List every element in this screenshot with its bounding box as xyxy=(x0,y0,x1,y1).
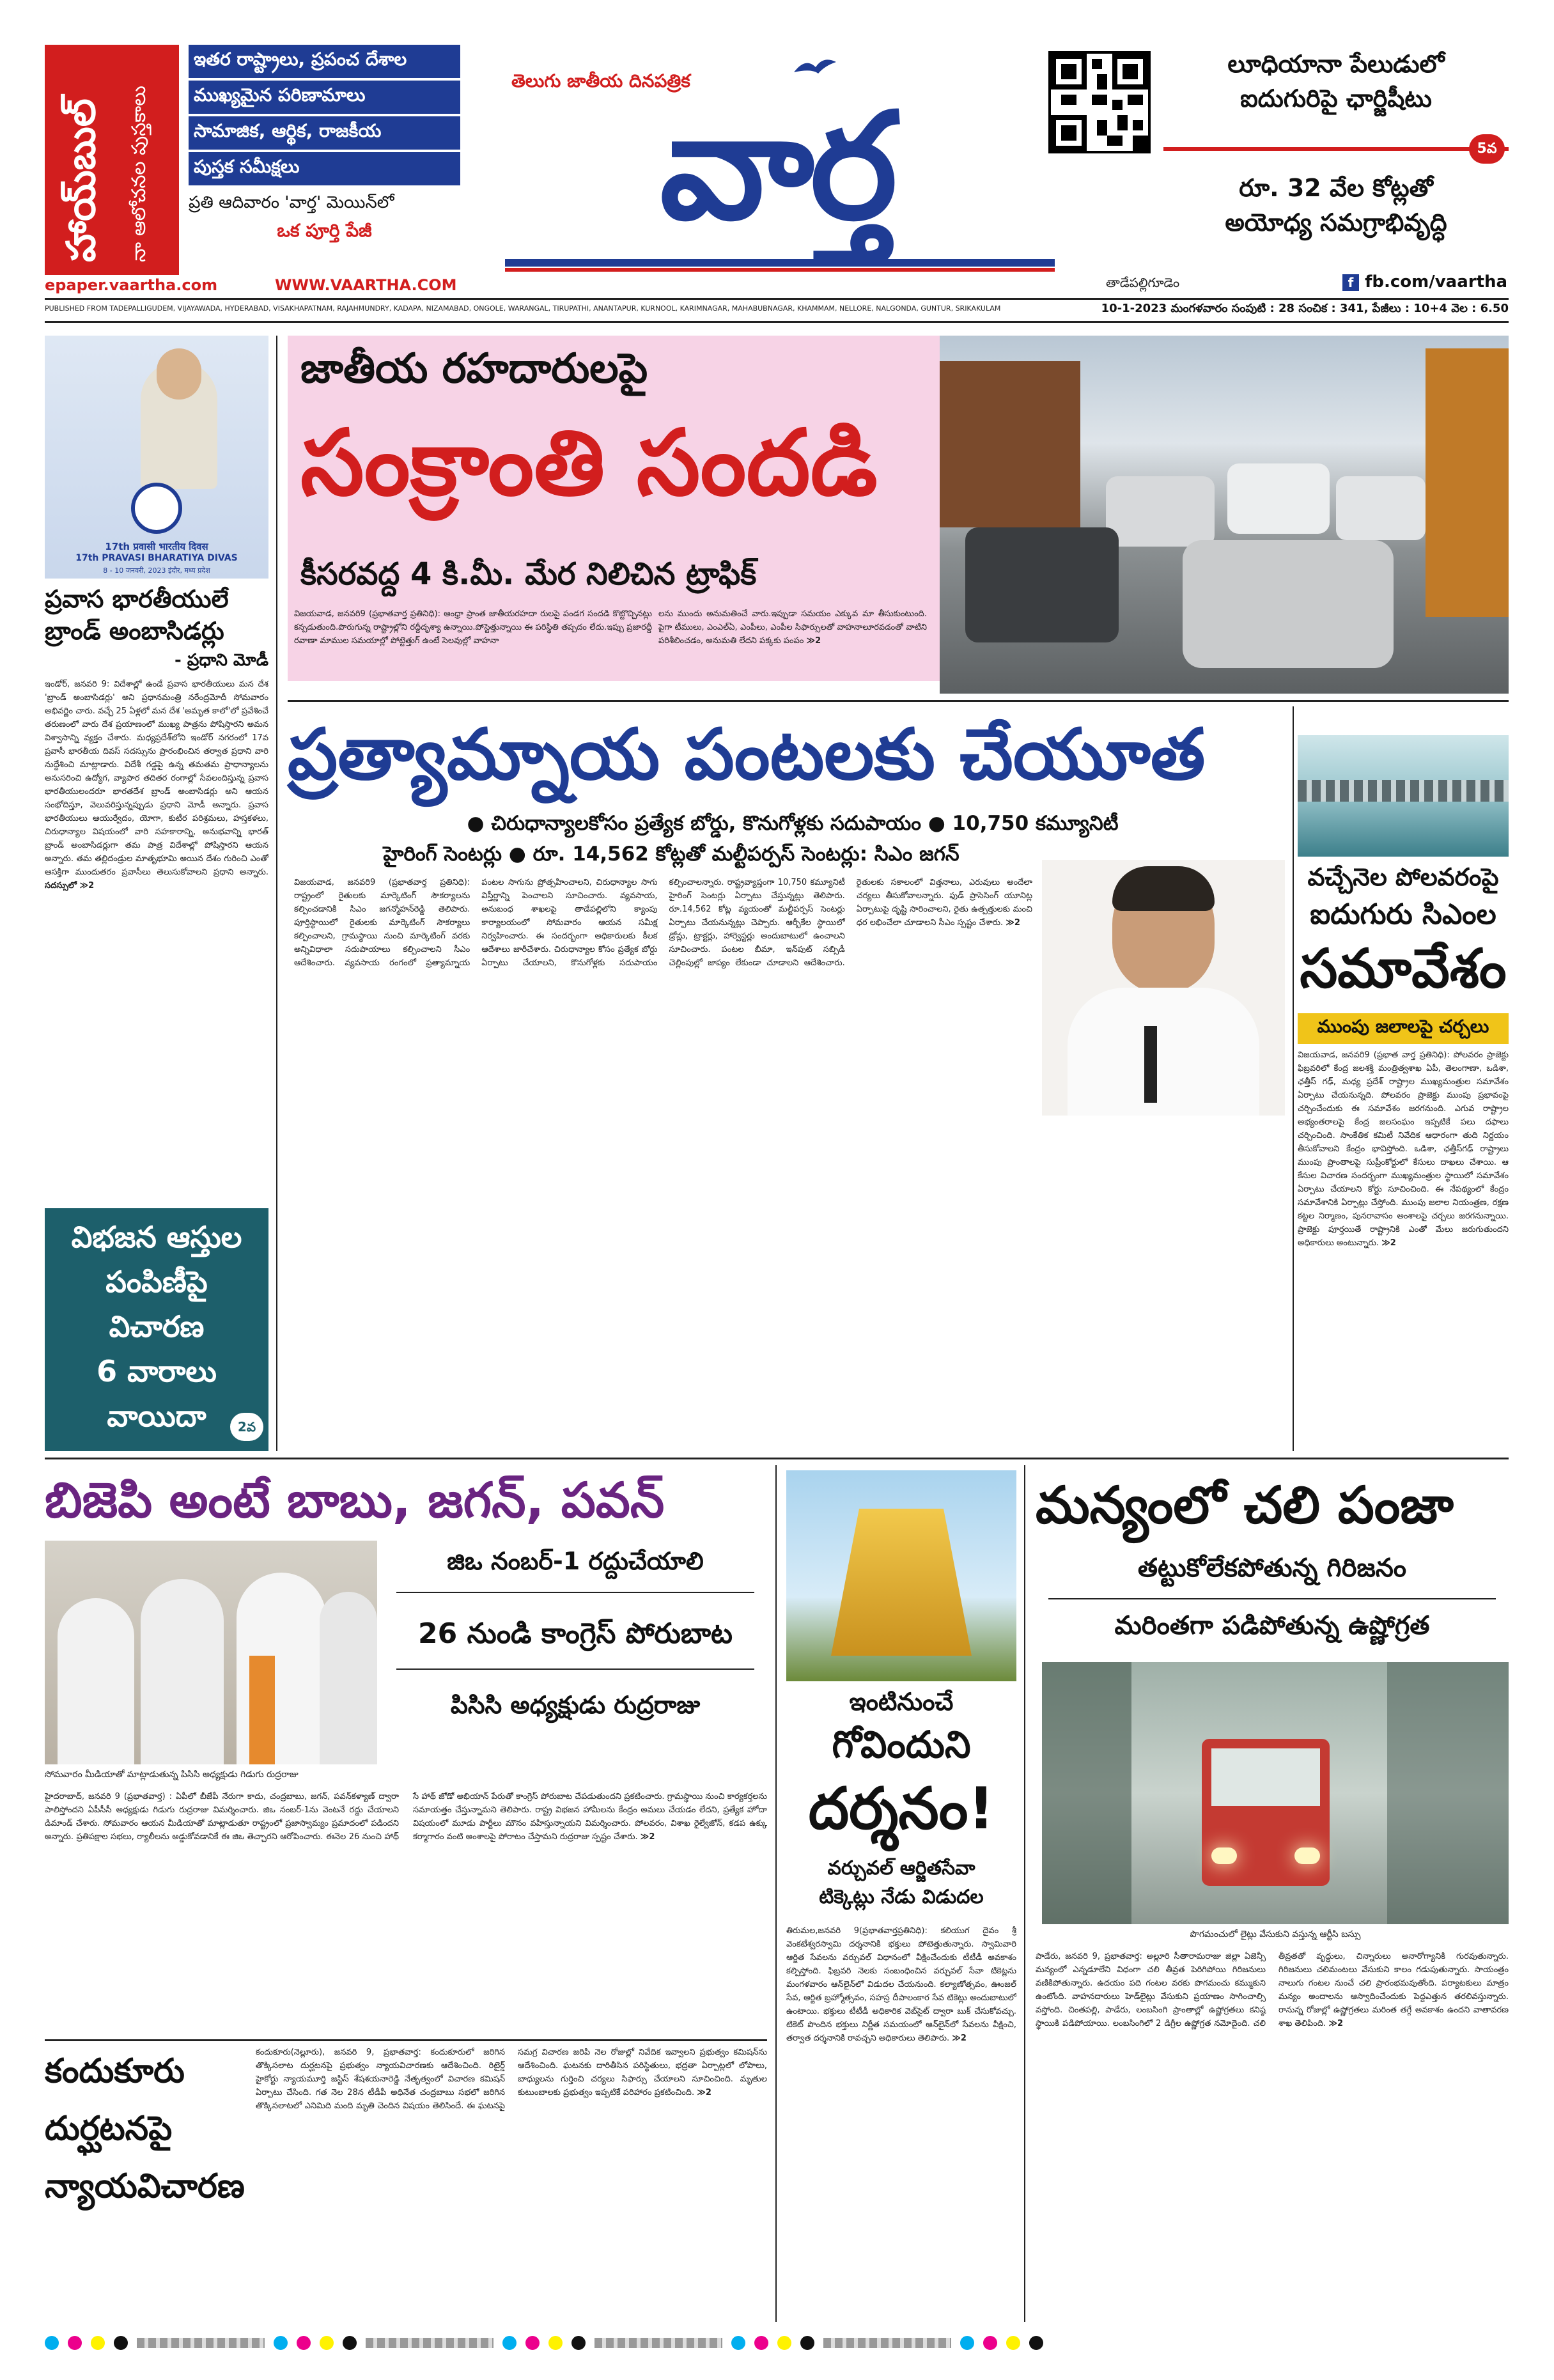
promo-page: ఒక పూర్తి పేజీ xyxy=(277,220,372,241)
promo-sunday: ప్రతి ఆదివారం 'వార్త' మెయిన్‌లో xyxy=(189,193,394,212)
jagan-body xyxy=(1068,988,1259,1116)
edition-place: తాడేపల్లిగూడెం xyxy=(1106,275,1180,290)
vibhajana-page-badge: 2వ xyxy=(230,1413,263,1441)
cold-sub1: తట్టుకోలేకపోతున్న గిరిజనం xyxy=(1137,1553,1407,1583)
promo-line: పుస్తక సమీక్షలు xyxy=(189,152,460,185)
modi-head xyxy=(157,348,201,400)
millets-body xyxy=(294,876,1032,1438)
modi-headline-2: బ్రాండ్ అంబాసిడర్లు xyxy=(45,617,224,645)
kandukur-line1: కందుకూరు xyxy=(45,2052,185,2090)
masthead-rule xyxy=(45,298,1509,300)
cold-continued[interactable]: ≫2 xyxy=(1328,2019,1343,2028)
qr-code xyxy=(1048,51,1151,153)
published-from: PUBLISHED FROM TADEPALLIGUDEM, VIJAYAWADA, HYDERABAD, VISAKHAPATNAM, RAJAHMUNDRY, KADAPA, NIZAMABAD, ONGOLE, WARANGAL, TIRUPATHI, ANANTAPUR, KURNOOL, KARIMNAGAR, MAHABUBNAGAR, KHAMMAM, NELLORE, NALGONDA, GUNTUR, SRIKAKULAM xyxy=(45,304,1001,313)
modi-headline-1: ప్రవాస భారతీయులే xyxy=(45,585,229,613)
millets-bullets-1: ● చిరుధాన్యాలకోసం ప్రత్యేక బోర్డు, కొనుగోళ్లకు సదుపాయం ● 10,750 కమ్యూనిటీ xyxy=(467,812,1119,835)
person-4 xyxy=(320,1592,377,1764)
govinda-sub2: టిక్కెట్లు నేడు విడుదల xyxy=(819,1886,984,1908)
pbd-logo xyxy=(131,483,182,534)
tree-left xyxy=(1042,1662,1131,1924)
reg-dot xyxy=(548,2336,563,2350)
vibhajana-line5: వాయిదా xyxy=(107,1399,206,1433)
bjp-sub2: 26 నుండి కాంగ్రెస్ పోరుబాట xyxy=(418,1617,733,1650)
jagan-photo xyxy=(1042,860,1285,1116)
polavaram-line1: వచ్చేనెల పోలవరంపై xyxy=(1307,863,1499,891)
sankranti-col2-text: లను ముందు అనుమతించే వారు.ఇప్పుడా సమయం ఎక్కువ మా తీసుకుంటుంది. పైగా టీములు, ఎంఎల్ఏ, ఎంపీలు, ఎంపీల సిఫార్సులతో వాహనాలూరవడంతో వాటిని పరిశీలించడం, అనుమతి లేదని పక్కకు పంపం xyxy=(658,609,927,646)
temple-gopuram xyxy=(831,1509,972,1656)
epaper-url[interactable]: epaper.vaartha.com xyxy=(45,276,218,294)
bus-windshield xyxy=(1211,1748,1320,1806)
bus-headlight-left xyxy=(1211,1847,1237,1864)
vibhajana-line3: విచారణ xyxy=(109,1309,205,1344)
govinda-sub1: వర్చువల్ ఆర్జితసేవా xyxy=(827,1857,975,1879)
date-line: 10-1-2023 మంగళవారం సంపుటి : 28 సంచిక : 341, పేజీలు : 10+4 వెల : 6.50 xyxy=(1101,302,1509,315)
govinda-body-text: తిరుమల,జనవరి 9(ప్రభాతవార్తప్రతినిధి): కలియుగ దైవం శ్రీ వెంకటేశ్వరస్వామి దర్శనానికి భక్తులు పోటెత్తుతున్నారు. స్వామివారి ఆర్జిత సేవలను వర్చువల్ విధానంలో వీక్షించేందుకు టీటీడీ అవకాశం కల్పిస్తోంది. ఫిబ్రవరి నెలకు సంబంధించిన వర్చువల్ సేవా టికెట్లను మంగళవారం ఆన్‌లైన్‌లో విడుదల చేయనుంది. కల్యాణోత్సవం, ఊంజల్ సేవ, ఆర్జిత బ్రహ్మోత్సవం, సహస్ర దీపాలంకార సేవ టికెట్లు అందుబాటులో ఉంటాయి. భక్తులు టీటీడీ అధికారిక వెబ్‌సైట్ ద్వారా బుక్ చేసుకోవచ్చు. టికెట్ పొందిన భక్తులు నిర్ణీత సమయంలో ఆన్‌లైన్‌లో సేవలను వీక్షించి, తర్వాత దర్శనానికి రావచ్చని అధికారులు తెలిపారు. xyxy=(786,1926,1016,2043)
teaser1-line2: ఐదుగురిపై ఛార్జిషీటు xyxy=(1240,84,1432,113)
reg-dot xyxy=(68,2336,82,2350)
reg-dot xyxy=(1029,2336,1043,2350)
govinda-line2: దర్శనం! xyxy=(808,1775,995,1842)
bjp-sub3: పిసిసి అధ్యక్షుడు రుద్రరాజు xyxy=(450,1691,701,1719)
promo-box xyxy=(45,45,460,275)
reg-dot xyxy=(297,2336,311,2350)
cold-headline: మన్యంలో చలి పంజా xyxy=(1036,1475,1454,1535)
fog-bus-photo xyxy=(1042,1662,1509,1924)
middle-rule xyxy=(45,1458,1509,1459)
kandukur-line3: న్యాయవిచారణ xyxy=(45,2167,245,2205)
scarf xyxy=(249,1656,275,1764)
pbd-banner3: 8 - 10 जनवरी, 2023 इंदौर, मध्य प्रदेश xyxy=(103,566,210,575)
modi-body-text: ఇండోర్, జనవరి 9: విదేశాల్లో ఉండే ప్రవాస భారతీయులు మన దేశ 'బ్రాండ్ అంబాసిడర్లు' అని ప్రధానమంత్రి నరేంద్రమోదీ సోమవారం అభివర్ణిం చారు. వచ్చే 25 ఏళ్లలో మన దేశ 'అమృత కాలో'లో ప్రవేశించే తరుణంలో వారు దేశ ప్రయాణంలో ముఖ్య పాత్రను పోషిస్తారని అమన విశ్వాసాన్ని వ్యక్తం చేశారు. మధ్యప్రదేశ్‌లోని ఇండోర్ నగరంలో 17వ ప్రవాసీ భారతీయ దివస్ సదస్సును ప్రారంభించిన తర్వాత ప్రధాని వారి నుద్దేశించి మాట్లాడారు. విదేశీ గడ్డపై ఉన్న తమతమ ప్రాధాన్యాలను అనుసరించి ఉద్యోగ, వ్యాపార తదితర రంగాల్లో సేవలందిస్తున్న ప్రవాస భారతీయులందరూ భారతదేశ బ్రాండ్ అంబాసిడర్లు అని ఆయన సంభోదిస్తూ, వెలువరిస్తున్నప్పుడు ప్రధాని మోడీ అన్నారు. ప్రవాస భారతీయులు ఆయుర్వేదం, యోగా, కుటీర పరిశ్రమలు, హస్తకళలు, చిరుధాన్యాల విషయంలో వారి సహకారాన్ని, అనుభవాన్ని భారత్ బ్రాండ్ అంబాసిడర్లుగా తమ పాత్ర విదేశాల్లో పోషిస్తారని ఆయన అన్నారు. తమ తల్లిదండ్రుల మాతృభూమి అయిన దేశం గురించి ఎంతో ఆసక్తిగా ముందుతరం ప్రవాసీలు తెలుసుకోవాలని ప్రధాని అన్నారు. xyxy=(45,680,268,877)
teaser-box[interactable] xyxy=(1163,45,1509,256)
kandukur-body-text: కందుకూరు(నెల్లూరు), జనవరి 9, ప్రభాతవార్త: కందుకూరులో జరిగిన తొక్కిసలాట దుర్ఘటనపై ప్రభుత్వం న్యాయవిచారణకు ఆదేశించింది. రిటైర్డ్ హైకోర్టు న్యాయమూర్తి జస్టిస్ శేషశయనారెడ్డి నేతృత్వంలో విచారణ కమిషన్ ఏర్పాటు చేసింది. గత నెల 28న టీడీపీ అధినేత చంద్రబాబు సభలో జరిగిన తొక్కిసలాటలో ఎనిమిది మంది మృతి చెందిన విషయం తెలిసిందే. ఈ ఘటనపై సమగ్ర విచారణ జరిపి నెల రోజుల్లో నివేదిక ఇవ్వాలని ప్రభుత్వం కమిషన్‌ను ఆదేశించింది. ఘటనకు దారితీసిన పరిస్థితులు, భద్రతా ఏర్పాట్లలో లోపాలు, బాధ్యులను గుర్తించి చర్యలు సిఫార్సు చేయాలని సూచించింది. మృతుల కుటుంబాలకు ప్రభుత్వం ఇప్పటికే పరిహారం ప్రకటించింది. xyxy=(256,2048,767,2111)
govinda-continued[interactable]: ≫2 xyxy=(952,2034,967,2043)
reg-dot xyxy=(320,2336,334,2350)
kandukur-rule xyxy=(45,2039,767,2041)
polavaram-photo xyxy=(1298,735,1509,857)
bjp-right-rule xyxy=(775,1465,777,2322)
car-5 xyxy=(965,527,1119,642)
polavaram-line3: సమావేశం xyxy=(1300,937,1507,1000)
bjp-sub-rule-1 xyxy=(396,1592,754,1593)
masthead-tagline: తెలుగు జాతీయ దినపత్రిక xyxy=(511,70,690,91)
bjp-body-text: హైదరాబాద్, జనవరి 9 (ప్రభాతవార్త) : ఏపీలో బీజేపీ నేరుగా కాదు, చంద్రబాబు, జగన్, పవన్‌కళ్యాణ్ ద్వారా పాలిస్తోందని ఏపీసీసీ అధ్యక్షుడు గిడుగు రుద్రరాజు విమర్శించారు. జిఒ నంబర్-1ను వెంటనే రద్దు చేయాలని డిమాండ్ చేశారు. సోమవారం ఆయన మీడియాతో మాట్లాడుతూ రాష్ట్రంలో ప్రజాస్వామ్యం ప్రమాదంలో పడిందని అన్నారు. ప్రతిపక్షాల సభలు, ర్యాలీలను అడ్డుకోవడానికే ఈ జిఒ తెచ్చారని ఆరోపించారు. ఈనెల 26 నుంచి హాథ్ సే హాథ్ జోడో అభియాన్ పేరుతో కాంగ్రెస్ పోరుబాట చేపడుతుందని ప్రకటించారు. గ్రామస్థాయి నుంచి కార్యకర్తలను సమాయత్తం చేస్తున్నామని తెలిపారు. రాష్ట్ర విభజన హామీలను కేంద్రం అమలు చేయడం లేదని, ప్రత్యేక హోదా విషయంలో మూడు పార్టీలు మౌనం వహిస్తున్నాయని విమర్శించారు. పోలవరం, విశాఖ రైల్వేజోన్, కడప ఉక్కు కర్మాగారం వంటి అంశాలపై పోరాటం చేస్తామని రుద్రరాజు స్పష్టం చేశారు. xyxy=(45,1792,767,1842)
date-rule xyxy=(45,321,1509,323)
car-4 xyxy=(1336,476,1426,540)
cold-sub2: మరింతగా పడిపోతున్న ఉష్ణోగ్రత xyxy=(1114,1611,1430,1640)
reg-dot xyxy=(754,2336,768,2350)
sankranti-sub: కీసరవద్ద 4 కి.మీ. మేర నిలిచిన ట్రాఫిక్ xyxy=(300,556,757,592)
tree-right xyxy=(1387,1662,1509,1924)
vibhajana-box[interactable] xyxy=(45,1208,268,1451)
facebook-icon: f xyxy=(1342,274,1359,291)
cold-body xyxy=(1036,1950,1509,2314)
kandukur-body xyxy=(256,2046,767,2314)
millets-bullets-2: హైరింగ్ సెంటర్లు ● రూ. 14,562 కోట్లతో మల్టీపర్పస్ సెంటర్లు: సిఎం జగన్ xyxy=(383,843,960,866)
promo-line: సామాజిక, ఆర్థిక, రాజకీయ xyxy=(189,116,460,150)
teaser-divider xyxy=(1163,147,1509,151)
reg-dot xyxy=(114,2336,128,2350)
facebook-url: fb.com/vaartha xyxy=(1365,272,1508,292)
bjp-body xyxy=(45,1790,767,2033)
masthead-underline xyxy=(505,259,1055,267)
car-1 xyxy=(1106,476,1215,547)
masthead-logo: వార్త xyxy=(660,80,894,253)
reg-bar xyxy=(594,2338,722,2348)
bird-icon xyxy=(793,54,837,80)
promo-vertical-sub: నా ఆలోచనల పుస్తకాలు xyxy=(128,86,150,262)
bjp-caption: సోమవారం మీడియాతో మాట్లాడుతున్న పిసిసి అధ్యక్షుడు గిడుగు రుద్రరాజు xyxy=(45,1769,299,1780)
sankranti-col1 xyxy=(294,607,652,678)
cold-caption: పొగమంచులో లైట్లు వేసుకుని వస్తున్న ఆర్టీసి బస్సు xyxy=(1190,1929,1361,1940)
sankranti-continued[interactable]: ≫2 xyxy=(806,636,821,646)
promo-line: ముఖ్యమైన పరిణామాలు xyxy=(189,81,460,114)
person-2 xyxy=(141,1579,224,1764)
truck-left xyxy=(940,361,1080,527)
website-url[interactable]: WWW.VAARTHA.COM xyxy=(275,276,457,294)
sankranti-col1-text: విజయవాడ, జనవరి9 (ప్రభాతవార్త ప్రతినిధి): ఆంధ్రా ప్రాంత జాతీయరహదా రులపై పండగ సందడి కొట్టొచ్చినట్లు కన్పడుతుంది.పొరుగున్న రాష్ట్రాల్లోని రద్దీదృశ్యా ఉన్నాయి.పోస్టెత్తున్నాయి ఈ పరిస్థితి తప్పదం లేదు.ఇప్పు ప్రజారద్దీ రవాణా మాముల సమయాల్లో పోట్టెత్తుగ్ ఉంటే సెలవుల్లో వాహనా xyxy=(294,609,652,646)
car-2 xyxy=(1227,463,1330,534)
promo-lines xyxy=(189,45,460,245)
bjp-sub-rule-2 xyxy=(396,1668,754,1670)
reg-dot xyxy=(731,2336,745,2350)
microphone xyxy=(1144,1026,1157,1103)
rudraraju-photo xyxy=(45,1541,377,1764)
temple-photo xyxy=(786,1470,1016,1681)
reg-dot xyxy=(91,2336,105,2350)
polavaram-continued[interactable]: ≫2 xyxy=(1381,1238,1396,1248)
sankranti-col2 xyxy=(658,607,927,678)
polavaram-body xyxy=(1298,1048,1509,1445)
bus-headlight-right xyxy=(1294,1847,1320,1864)
reg-dot xyxy=(274,2336,288,2350)
modi-photo xyxy=(45,336,268,579)
polavaram-body-text: విజయవాడ, జనవరి9 (ప్రభాత వార్త ప్రతినిధి): పోలవరం ప్రాజెక్టు ఫిబ్రవరిలో కేంద్ర జలశక్తి మంత్రిత్వశాఖ ఏపీ, తెలంగాణా, ఒడిశా, ఛత్తీస్ గఢ్, మధ్య ప్రదేశ్ రాష్ట్రాల ముఖ్యమంత్రుల సమావేశం ఏర్పాటు చేయనున్నది. పోలవరం ప్రాజెక్టు ముంపు ప్రభావంపై చర్చించేందుకు ఈ సమావేశం జరగనుంది. ఎగువ రాష్ట్రాల అభ్యంతరాలపై కేంద్ర జలసంఘం ఇప్పటికే పలు దఫాలు చర్చించింది. సాంకేతిక కమిటీ నివేదిక ఆధారంగా తుది నిర్ణయం తీసుకోవాలని కేంద్రం భావిస్తోంది. ఒడిశా, ఛత్తీస్‌గఢ్ రాష్ట్రాలు ముంపు ప్రాంతాలపై సుప్రీంకోర్టులో కేసులు దాఖలు చేశాయి. ఆ కేసుల విచారణ సందర్భంగా ముఖ్యమంత్రుల స్థాయిలో సమావేశం ఏర్పాటు చేయాలని కోర్టు సూచించింది. ఈ నేపథ్యంలో కేంద్రం సమావేశానికి ఏర్పాట్లు చేస్తోంది. ముంపు జలాల నియంత్రణ, రక్షణ కట్టల నిర్మాణం, పునరావాసం అంశాలపై చర్చలు జరగనున్నాయి. ప్రాజెక్టు పూర్తయితే రాష్ట్రానికి ఎంతో మేలు జరుగుతుందని అధికారులు అంటున్నారు. xyxy=(1298,1050,1509,1248)
print-registration-strip xyxy=(45,2333,1509,2353)
millets-continued[interactable]: ≫2 xyxy=(1006,918,1020,928)
jagan-hair xyxy=(1112,866,1215,911)
teaser2-line1: రూ. 32 వేల కోట్లతో xyxy=(1239,174,1433,202)
left-col-rule xyxy=(276,336,277,1451)
teaser2-line2: అయోధ్య సమగ్రాభివృద్ధి xyxy=(1225,208,1447,237)
govinda-kicker: ఇంటినుంచే xyxy=(849,1688,954,1716)
polavaram-line2: ఐదుగురు సిఎంల xyxy=(1310,898,1496,931)
reg-dot xyxy=(800,2336,814,2350)
bjp-sub1: జిఒ నంబర్-1 రద్దుచేయాలి xyxy=(447,1547,704,1575)
polavaram-sub: ముంపు జలాలపై చర్చలు xyxy=(1298,1013,1509,1044)
car-3 xyxy=(1183,540,1394,668)
teaser1-line1: లూధియానా పేలుడులో xyxy=(1227,50,1445,78)
vibhajana-line4: 6 వారాలు xyxy=(97,1354,217,1388)
millets-right-rule xyxy=(1293,706,1294,1451)
reg-dot xyxy=(960,2336,974,2350)
dam-structure xyxy=(1298,780,1509,802)
reg-bar xyxy=(137,2338,265,2348)
person-1 xyxy=(58,1598,134,1764)
pbd-banner2: 17th PRAVASI BHARATIYA DIVAS xyxy=(75,553,238,563)
reg-dot xyxy=(525,2336,540,2350)
govinda-line1: గోవిందుని xyxy=(832,1723,971,1766)
reg-dot xyxy=(45,2336,59,2350)
bjp-continued[interactable]: ≫2 xyxy=(640,1832,655,1842)
govinda-right-rule xyxy=(1024,1465,1025,2322)
kandukur-line2: దుర్ఘటనపై xyxy=(45,2110,173,2148)
teaser1-page-badge: 5వ xyxy=(1469,134,1505,164)
sankranti-headline: సంక్రాంతి సందడి xyxy=(300,410,878,516)
modi-continued[interactable]: సదస్సులో ≫2 xyxy=(45,881,95,891)
millets-body-right xyxy=(1042,1119,1285,1438)
promo-line: ఇతర రాష్ట్రాలు, ప్రపంచ దేశాల xyxy=(189,45,460,78)
govinda-body xyxy=(786,1924,1016,2314)
reg-dot xyxy=(343,2336,357,2350)
vibhajana-line1: విభజన ఆస్తుల xyxy=(71,1220,242,1254)
bjp-headline: బిజెపి అంటే బాబు, జగన్, పవన్ xyxy=(45,1472,665,1528)
millets-headline: ప్రత్యామ్నాయ పంటలకు చేయూత xyxy=(288,713,1206,795)
sankranti-bottom-rule xyxy=(288,700,1509,702)
reg-bar xyxy=(366,2338,493,2348)
sankranti-kicker: జాతీయ రహదారులపై xyxy=(300,345,648,393)
modi-body xyxy=(45,678,268,1215)
modi-attribution: - ప్రధాని మోడీ xyxy=(175,651,268,670)
truck-right xyxy=(1426,348,1509,617)
vibhajana-line2: పంపిణీపై xyxy=(105,1264,208,1299)
millets-body-text: విజయవాడ, జనవరి9 (ప్రభాతవార్త ప్రతినిధి): రాష్ట్రంలో రైతులకు మార్కెటింగ్ సౌకర్యాలను కల్పించడానికి సిఎం జగన్మోహన్‌రెడ్డి తెలిపారు. పూర్తిస్థాయిలో రైతులకు మార్కెటింగ్ సౌకర్యాలు కల్పించాలని, గ్రామస్థాయి నుంచి మార్కెటింగ్ వరకు అన్నివిధాలా సదుపాయాలు కల్పించాలని సీఎం ఆదేశించారు. వ్యవసాయ రంగంలో ప్రత్యామ్నాయ పంటల సాగును ప్రోత్సహించాలని, చిరుధాన్యాల సాగు విస్తీర్ణాన్ని పెంచాలని సూచించారు. వ్యవసాయ, అనుబంధ శాఖలపై తాడేపల్లిలోని క్యాంపు కార్యాలయంలో సోమవారం ఆయన సమీక్ష నిర్వహించారు. ఈ సందర్భంగా అధికారులకు కీలక ఆదేశాలు జారీచేశారు. చిరుధాన్యాల కోసం ప్రత్యేక బోర్డు ఏర్పాటు చేయాలని, కొనుగోళ్లకు సదుపాయం కల్పించాలన్నారు. రాష్ట్రవ్యాప్తంగా 10,750 కమ్యూనిటీ హైరింగ్ సెంటర్లు ఏర్పాటు చేస్తున్నట్లు తెలిపారు. రూ.14,562 కోట్ల వ్యయంతో మల్టీపర్పస్ సెంటర్లు ఏర్పాటు చేయనున్నట్లు చెప్పారు. ఆర్బీకేల స్థాయిలో డ్రోన్లు, ట్రాక్టర్లు, హార్వెస్టర్లు అందుబాటులో ఉంచాలని సూచించారు. పంటల బీమా, ఇన్‌పుట్ సబ్సిడీ చెల్లింపుల్లో జాప్యం లేకుండా చూడాలని ఆదేశించారు. రైతులకు సకాలంలో విత్తనాలు, ఎరువులు అందేలా చర్యలు తీసుకోవాలన్నారు. ఫుడ్ ప్రాసెసింగ్ యూనిట్ల ఏర్పాటుపై దృష్టి సారించాలని, రైతు ఉత్పత్తులకు మంచి ధర లభించేలా చూడాలని సీఎం స్పష్టం చేశారు. xyxy=(294,878,1032,968)
reg-dot xyxy=(1006,2336,1020,2350)
pbd-banner1: 17th प्रवासी भारतीय दिवस xyxy=(105,541,208,552)
reg-dot xyxy=(571,2336,586,2350)
traffic-photo xyxy=(940,336,1509,694)
promo-vertical-title: హాయ్‌బుల్ xyxy=(58,98,104,262)
reg-bar xyxy=(823,2338,951,2348)
reg-dot xyxy=(502,2336,517,2350)
facebook-link[interactable] xyxy=(1342,272,1507,292)
masthead-underline-red xyxy=(505,268,1055,272)
cold-sub-rule xyxy=(1048,1598,1496,1599)
kandukur-continued[interactable]: ≫2 xyxy=(697,2088,711,2097)
reg-dot xyxy=(983,2336,997,2350)
reg-dot xyxy=(777,2336,791,2350)
cold-body-text: పాడేరు, జనవరి 9, ప్రభాతవార్త: అల్లూరి సీతారామరాజు జిల్లా ఏజెన్సీ మన్యంలో ఎన్నడూలేని విధంగా చలి తీవ్రత పెరిగిపోయి గిరిజనులు వణికిపోతున్నారు. ఉదయం పది గంటల వరకు పొగమంచు కమ్ముకుని ఉంటోంది. వాహనదారులు హెడ్‌లైట్లు వేసుకుని ప్రయాణం సాగించాల్సి వస్తోంది. చింతపల్లి, పాడేరు, లంబసింగి ప్రాంతాల్లో ఉష్ణోగ్రతలు కనిష్ఠ స్థాయికి పడిపోయాయి. లంబసింగిలో 2 డిగ్రీల ఉష్ణోగ్రత నమోదైంది. చలి తీవ్రతతో వృద్ధులు, చిన్నారులు అనారోగ్యానికి గురవుతున్నారు. గిరిజనులు చలిమంటలు వేసుకుని కాలం గడుపుతున్నారు. సాయంత్రం నాలుగు గంటల నుంచే చలి ప్రారంభమవుతోంది. పర్యాటకులు మాత్రం మన్యం అందాలను ఆస్వాదించేందుకు పెద్దఎత్తున తరలివస్తున్నారు. రానున్న రోజుల్లో ఉష్ణోగ్రతలు మరింత తగ్గే అవకాశం ఉందని వాతావరణ శాఖ తెలిపింది. xyxy=(1036,1952,1509,2028)
